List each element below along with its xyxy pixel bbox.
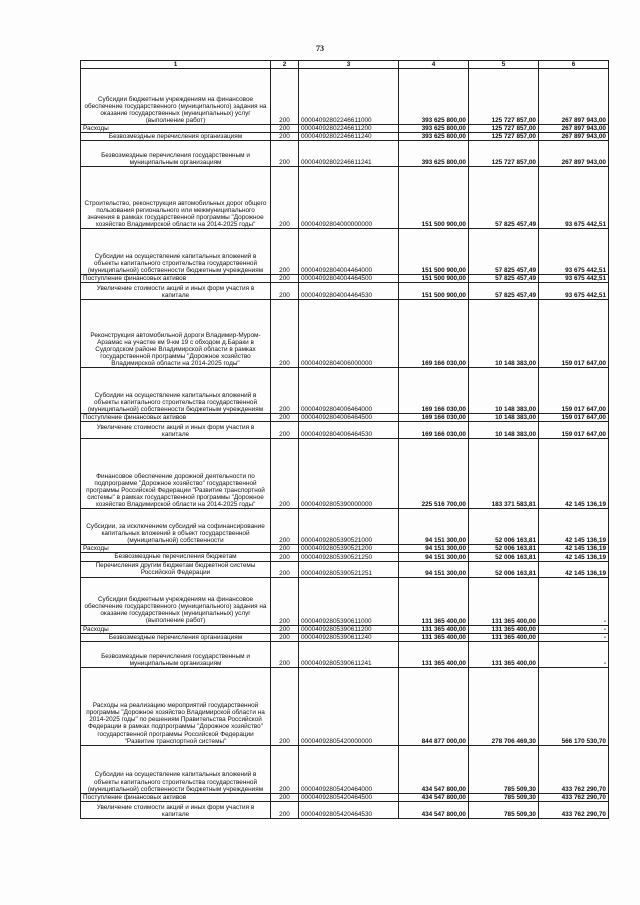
header-col-4: 4 (399, 61, 469, 69)
row-code-cell: 200 (271, 300, 299, 368)
table-row (81, 561, 609, 577)
row-name-cell: Поступление финансовых активов (81, 414, 271, 422)
row-approved-cell: 169 166 030,00 (399, 422, 469, 439)
row-classification-cell: 00004092804006000000 (299, 300, 399, 368)
table-row (81, 125, 609, 133)
row-approved-cell: 131 365 400,00 (399, 625, 469, 633)
row-approved-cell: 151 500 900,00 (399, 283, 469, 300)
header-col-5: 5 (469, 61, 539, 69)
row-classification-cell: 00004092805420464500 (299, 793, 399, 801)
row-code-cell: 200 (271, 422, 299, 439)
row-unexecuted-cell: 93 675 442,51 (539, 275, 609, 283)
row-approved-cell: 844 877 000,00 (399, 667, 469, 745)
row-approved-cell: 131 365 400,00 (399, 641, 469, 667)
table-row (81, 368, 609, 414)
table-row (81, 625, 609, 633)
row-executed-cell: 183 371 583,81 (469, 439, 539, 509)
row-unexecuted-cell: 433 762 290,70 (539, 745, 609, 793)
row-name-cell: Строительство, реконструкция автомобильных дорог общего пользования регионального или межмуниципального значения в рамках государственной программы "Дорожное хозяйство Владимирской области на 2014-2025 годы" (81, 167, 271, 229)
row-approved-cell: 94 151 300,00 (399, 553, 469, 561)
row-executed-cell: 10 148 383,00 (469, 422, 539, 439)
row-executed-cell: 131 365 400,00 (469, 633, 539, 641)
row-executed-cell: 10 148 383,00 (469, 414, 539, 422)
row-executed-cell: 52 006 163,81 (469, 509, 539, 545)
table-row (81, 275, 609, 283)
row-classification-cell: 00004092804006464530 (299, 422, 399, 439)
row-unexecuted-cell: 159 017 647,00 (539, 300, 609, 368)
row-classification-cell: 00004092805390521251 (299, 561, 399, 577)
row-classification-cell: 00004092802246611000 (299, 69, 399, 125)
row-unexecuted-cell: - (539, 641, 609, 667)
header-col-2: 2 (271, 61, 299, 69)
row-unexecuted-cell: 42 145 136,19 (539, 439, 609, 509)
row-code-cell: 200 (271, 125, 299, 133)
row-approved-cell: 151 500 900,00 (399, 229, 469, 275)
row-approved-cell: 393 625 800,00 (399, 69, 469, 125)
row-classification-cell: 00004092805390000000 (299, 439, 399, 509)
row-code-cell: 200 (271, 141, 299, 167)
row-executed-cell: 57 825 457,49 (469, 229, 539, 275)
header-col-3: 3 (299, 61, 399, 69)
row-classification-cell: 00004092804006464500 (299, 414, 399, 422)
row-classification-cell: 00004092802246611241 (299, 141, 399, 167)
row-code-cell: 200 (271, 667, 299, 745)
row-unexecuted-cell: 159 017 647,00 (539, 414, 609, 422)
row-approved-cell: 393 625 800,00 (399, 141, 469, 167)
header-col-1: 1 (81, 61, 271, 69)
row-approved-cell: 94 151 300,00 (399, 509, 469, 545)
row-code-cell: 200 (271, 633, 299, 641)
row-unexecuted-cell: 267 897 943,00 (539, 133, 609, 141)
row-name-cell: Субсидии на осуществление капитальных вложений в объекты капитального строительства государственной (муниципальной) собственности бюджетным учреждениям (81, 368, 271, 414)
row-executed-cell: 125 727 857,00 (469, 125, 539, 133)
row-executed-cell: 131 365 400,00 (469, 641, 539, 667)
table-row (81, 745, 609, 793)
row-approved-cell: 434 547 800,00 (399, 793, 469, 801)
row-name-cell: Безвозмездные перечисления организациям (81, 133, 271, 141)
row-executed-cell: 52 006 163,81 (469, 553, 539, 561)
row-unexecuted-cell: 433 762 290,70 (539, 793, 609, 801)
row-classification-cell: 00004092805390611241 (299, 641, 399, 667)
row-executed-cell: 125 727 857,00 (469, 133, 539, 141)
row-code-cell: 200 (271, 625, 299, 633)
table-row (81, 553, 609, 561)
row-code-cell: 200 (271, 167, 299, 229)
row-classification-cell: 00004092802246611240 (299, 133, 399, 141)
row-code-cell: 200 (271, 577, 299, 625)
row-classification-cell: 00004092802246611200 (299, 125, 399, 133)
row-executed-cell: 785 509,30 (469, 793, 539, 801)
row-name-cell: Субсидии на осуществление капитальных вложений в объекты капитального строительства государственной (муниципальной) собственности бюджетным учреждениям (81, 229, 271, 275)
row-approved-cell: 169 166 030,00 (399, 414, 469, 422)
row-unexecuted-cell: 42 145 136,19 (539, 545, 609, 553)
row-approved-cell: 151 500 900,00 (399, 275, 469, 283)
row-classification-cell: 00004092805390521000 (299, 509, 399, 545)
row-approved-cell: 151 500 900,00 (399, 167, 469, 229)
row-name-cell: Расходы (81, 625, 271, 633)
row-executed-cell: 278 706 469,30 (469, 667, 539, 745)
row-unexecuted-cell: 267 897 943,00 (539, 69, 609, 125)
row-name-cell: Увеличение стоимости акций и иных форм участия в капитале (81, 801, 271, 818)
row-name-cell: Безвозмездные перечисления государственным и муниципальным организациям (81, 141, 271, 167)
row-name-cell: Субсидии бюджетным учреждениям на финансовое обеспечение государственного (муниципального) задания на оказание государственных (муниципальных) услуг (выполнение работ) (81, 69, 271, 125)
row-classification-cell: 00004092804000000000 (299, 167, 399, 229)
row-code-cell: 200 (271, 69, 299, 125)
row-code-cell: 200 (271, 793, 299, 801)
row-unexecuted-cell: - (539, 625, 609, 633)
row-code-cell: 200 (271, 641, 299, 667)
table-row (81, 439, 609, 509)
table-body (81, 69, 609, 819)
row-unexecuted-cell: 159 017 647,00 (539, 368, 609, 414)
row-classification-cell: 00004092805420464530 (299, 801, 399, 818)
row-code-cell: 200 (271, 414, 299, 422)
row-code-cell: 200 (271, 509, 299, 545)
row-unexecuted-cell: - (539, 577, 609, 625)
table-row (81, 577, 609, 625)
row-classification-cell: 00004092804006464000 (299, 368, 399, 414)
row-code-cell: 200 (271, 133, 299, 141)
row-classification-cell: 00004092805390521200 (299, 545, 399, 553)
row-unexecuted-cell: 159 017 647,00 (539, 422, 609, 439)
row-unexecuted-cell: 93 675 442,51 (539, 229, 609, 275)
row-classification-cell: 00004092805420000000 (299, 667, 399, 745)
table-row (81, 141, 609, 167)
table-row (81, 283, 609, 300)
row-executed-cell: 131 365 400,00 (469, 577, 539, 625)
table-row (81, 667, 609, 745)
row-executed-cell: 131 365 400,00 (469, 625, 539, 633)
row-name-cell: Увеличение стоимости акций и иных форм участия в капитале (81, 283, 271, 300)
row-name-cell: Расходы на реализацию мероприятий государственной программы "Дорожное хозяйство Владимирской области на 2014-2025 годы" по решениям Правительства Российской Федерации в рамках подпрограммы "Дорожное хозяйство" государственной программы Российской Федерации "Развитие транспортной системы" (81, 667, 271, 745)
row-approved-cell: 131 365 400,00 (399, 577, 469, 625)
table-row (81, 633, 609, 641)
row-executed-cell: 57 825 457,49 (469, 167, 539, 229)
row-executed-cell: 10 148 383,00 (469, 368, 539, 414)
row-unexecuted-cell: 42 145 136,19 (539, 509, 609, 545)
table-row (81, 69, 609, 125)
row-name-cell: Расходы (81, 125, 271, 133)
table-row (81, 414, 609, 422)
row-name-cell: Безвозмездные перечисления бюджетам (81, 553, 271, 561)
row-executed-cell: 52 006 163,81 (469, 545, 539, 553)
row-name-cell: Безвозмездные перечисления государственным и муниципальным организациям (81, 641, 271, 667)
table-row (81, 167, 609, 229)
row-unexecuted-cell: 42 145 136,19 (539, 553, 609, 561)
budget-table (80, 60, 609, 819)
row-approved-cell: 434 547 800,00 (399, 745, 469, 793)
row-classification-cell: 00004092805390611000 (299, 577, 399, 625)
header-col-6: 6 (539, 61, 609, 69)
row-code-cell: 200 (271, 283, 299, 300)
row-code-cell: 200 (271, 745, 299, 793)
row-approved-cell: 169 166 030,00 (399, 368, 469, 414)
row-executed-cell: 52 006 163,81 (469, 561, 539, 577)
page-number: 73 (316, 44, 324, 53)
row-code-cell: 200 (271, 561, 299, 577)
row-unexecuted-cell: 93 675 442,51 (539, 283, 609, 300)
row-classification-cell: 00004092804004464000 (299, 229, 399, 275)
table-row (81, 422, 609, 439)
row-name-cell: Субсидии, за исключением субсидий на софинансирование капитальных вложений в объект государственной (муниципальной) собственности (81, 509, 271, 545)
row-classification-cell: 00004092805390611200 (299, 625, 399, 633)
row-name-cell: Перечисления другим бюджетам бюджетной системы Российской Федерации (81, 561, 271, 577)
row-name-cell: Безвозмездные перечисления организациям (81, 633, 271, 641)
row-code-cell: 200 (271, 545, 299, 553)
header-row (81, 61, 609, 69)
row-approved-cell: 393 625 800,00 (399, 133, 469, 141)
row-unexecuted-cell: 42 145 136,19 (539, 561, 609, 577)
row-executed-cell: 125 727 857,00 (469, 141, 539, 167)
row-code-cell: 200 (271, 275, 299, 283)
row-approved-cell: 225 516 700,00 (399, 439, 469, 509)
row-code-cell: 200 (271, 439, 299, 509)
row-name-cell: Расходы (81, 545, 271, 553)
table-row (81, 545, 609, 553)
table-row (81, 641, 609, 667)
row-name-cell: Финансовое обеспечение дорожной деятельности по подпрограмме "Дорожное хозяйство" государственной программы Российской Федерации "Развитие транспортной системы" в рамках государственной программы "Дорожное хозяйство Владимирской области на 2014-2025 годы" (81, 439, 271, 509)
table-row (81, 300, 609, 368)
row-approved-cell: 94 151 300,00 (399, 561, 469, 577)
row-name-cell: Увеличение стоимости акций и иных форм участия в капитале (81, 422, 271, 439)
row-executed-cell: 125 727 857,00 (469, 69, 539, 125)
row-approved-cell: 434 547 800,00 (399, 801, 469, 818)
row-approved-cell: 169 166 030,00 (399, 300, 469, 368)
row-executed-cell: 10 148 383,00 (469, 300, 539, 368)
row-executed-cell: 785 509,30 (469, 745, 539, 793)
table-row (81, 509, 609, 545)
row-unexecuted-cell: 267 897 943,00 (539, 125, 609, 133)
table-row (81, 793, 609, 801)
row-executed-cell: 785 509,30 (469, 801, 539, 818)
row-classification-cell: 00004092805420464000 (299, 745, 399, 793)
row-unexecuted-cell: 433 762 290,70 (539, 801, 609, 818)
row-code-cell: 200 (271, 229, 299, 275)
row-name-cell: Поступление финансовых активов (81, 275, 271, 283)
table-row (81, 801, 609, 818)
row-classification-cell: 00004092804004464500 (299, 275, 399, 283)
row-code-cell: 200 (271, 801, 299, 818)
row-name-cell: Поступление финансовых активов (81, 793, 271, 801)
row-unexecuted-cell: 93 675 442,51 (539, 167, 609, 229)
row-classification-cell: 00004092805390521250 (299, 553, 399, 561)
row-approved-cell: 131 365 400,00 (399, 633, 469, 641)
row-unexecuted-cell: - (539, 633, 609, 641)
row-unexecuted-cell: 566 170 530,70 (539, 667, 609, 745)
row-unexecuted-cell: 267 897 943,00 (539, 141, 609, 167)
row-classification-cell: 00004092805390611240 (299, 633, 399, 641)
row-classification-cell: 00004092804004464530 (299, 283, 399, 300)
row-executed-cell: 57 825 457,49 (469, 275, 539, 283)
row-code-cell: 200 (271, 368, 299, 414)
row-code-cell: 200 (271, 553, 299, 561)
table-row (81, 229, 609, 275)
table-row (81, 133, 609, 141)
row-approved-cell: 94 151 300,00 (399, 545, 469, 553)
row-name-cell: Субсидии бюджетным учреждениям на финансовое обеспечение государственного (муниципального) задания на оказание государственных (муниципальных) услуг (выполнение работ) (81, 577, 271, 625)
row-approved-cell: 393 625 800,00 (399, 125, 469, 133)
row-executed-cell: 57 825 457,49 (469, 283, 539, 300)
row-name-cell: Реконструкция автомобильной дороги Владимир-Муром-Арзамас на участке км 9-км 19 с обходом д.Бараки в Судогодском районе Владимирской области в рамках государственной программы "Дорожное хозяйство Владимирской области на 2014-2025 годы" (81, 300, 271, 368)
row-name-cell: Субсидии на осуществление капитальных вложений в объекты капитального строительства государственной (муниципальной) собственности бюджетным учреждениям (81, 745, 271, 793)
